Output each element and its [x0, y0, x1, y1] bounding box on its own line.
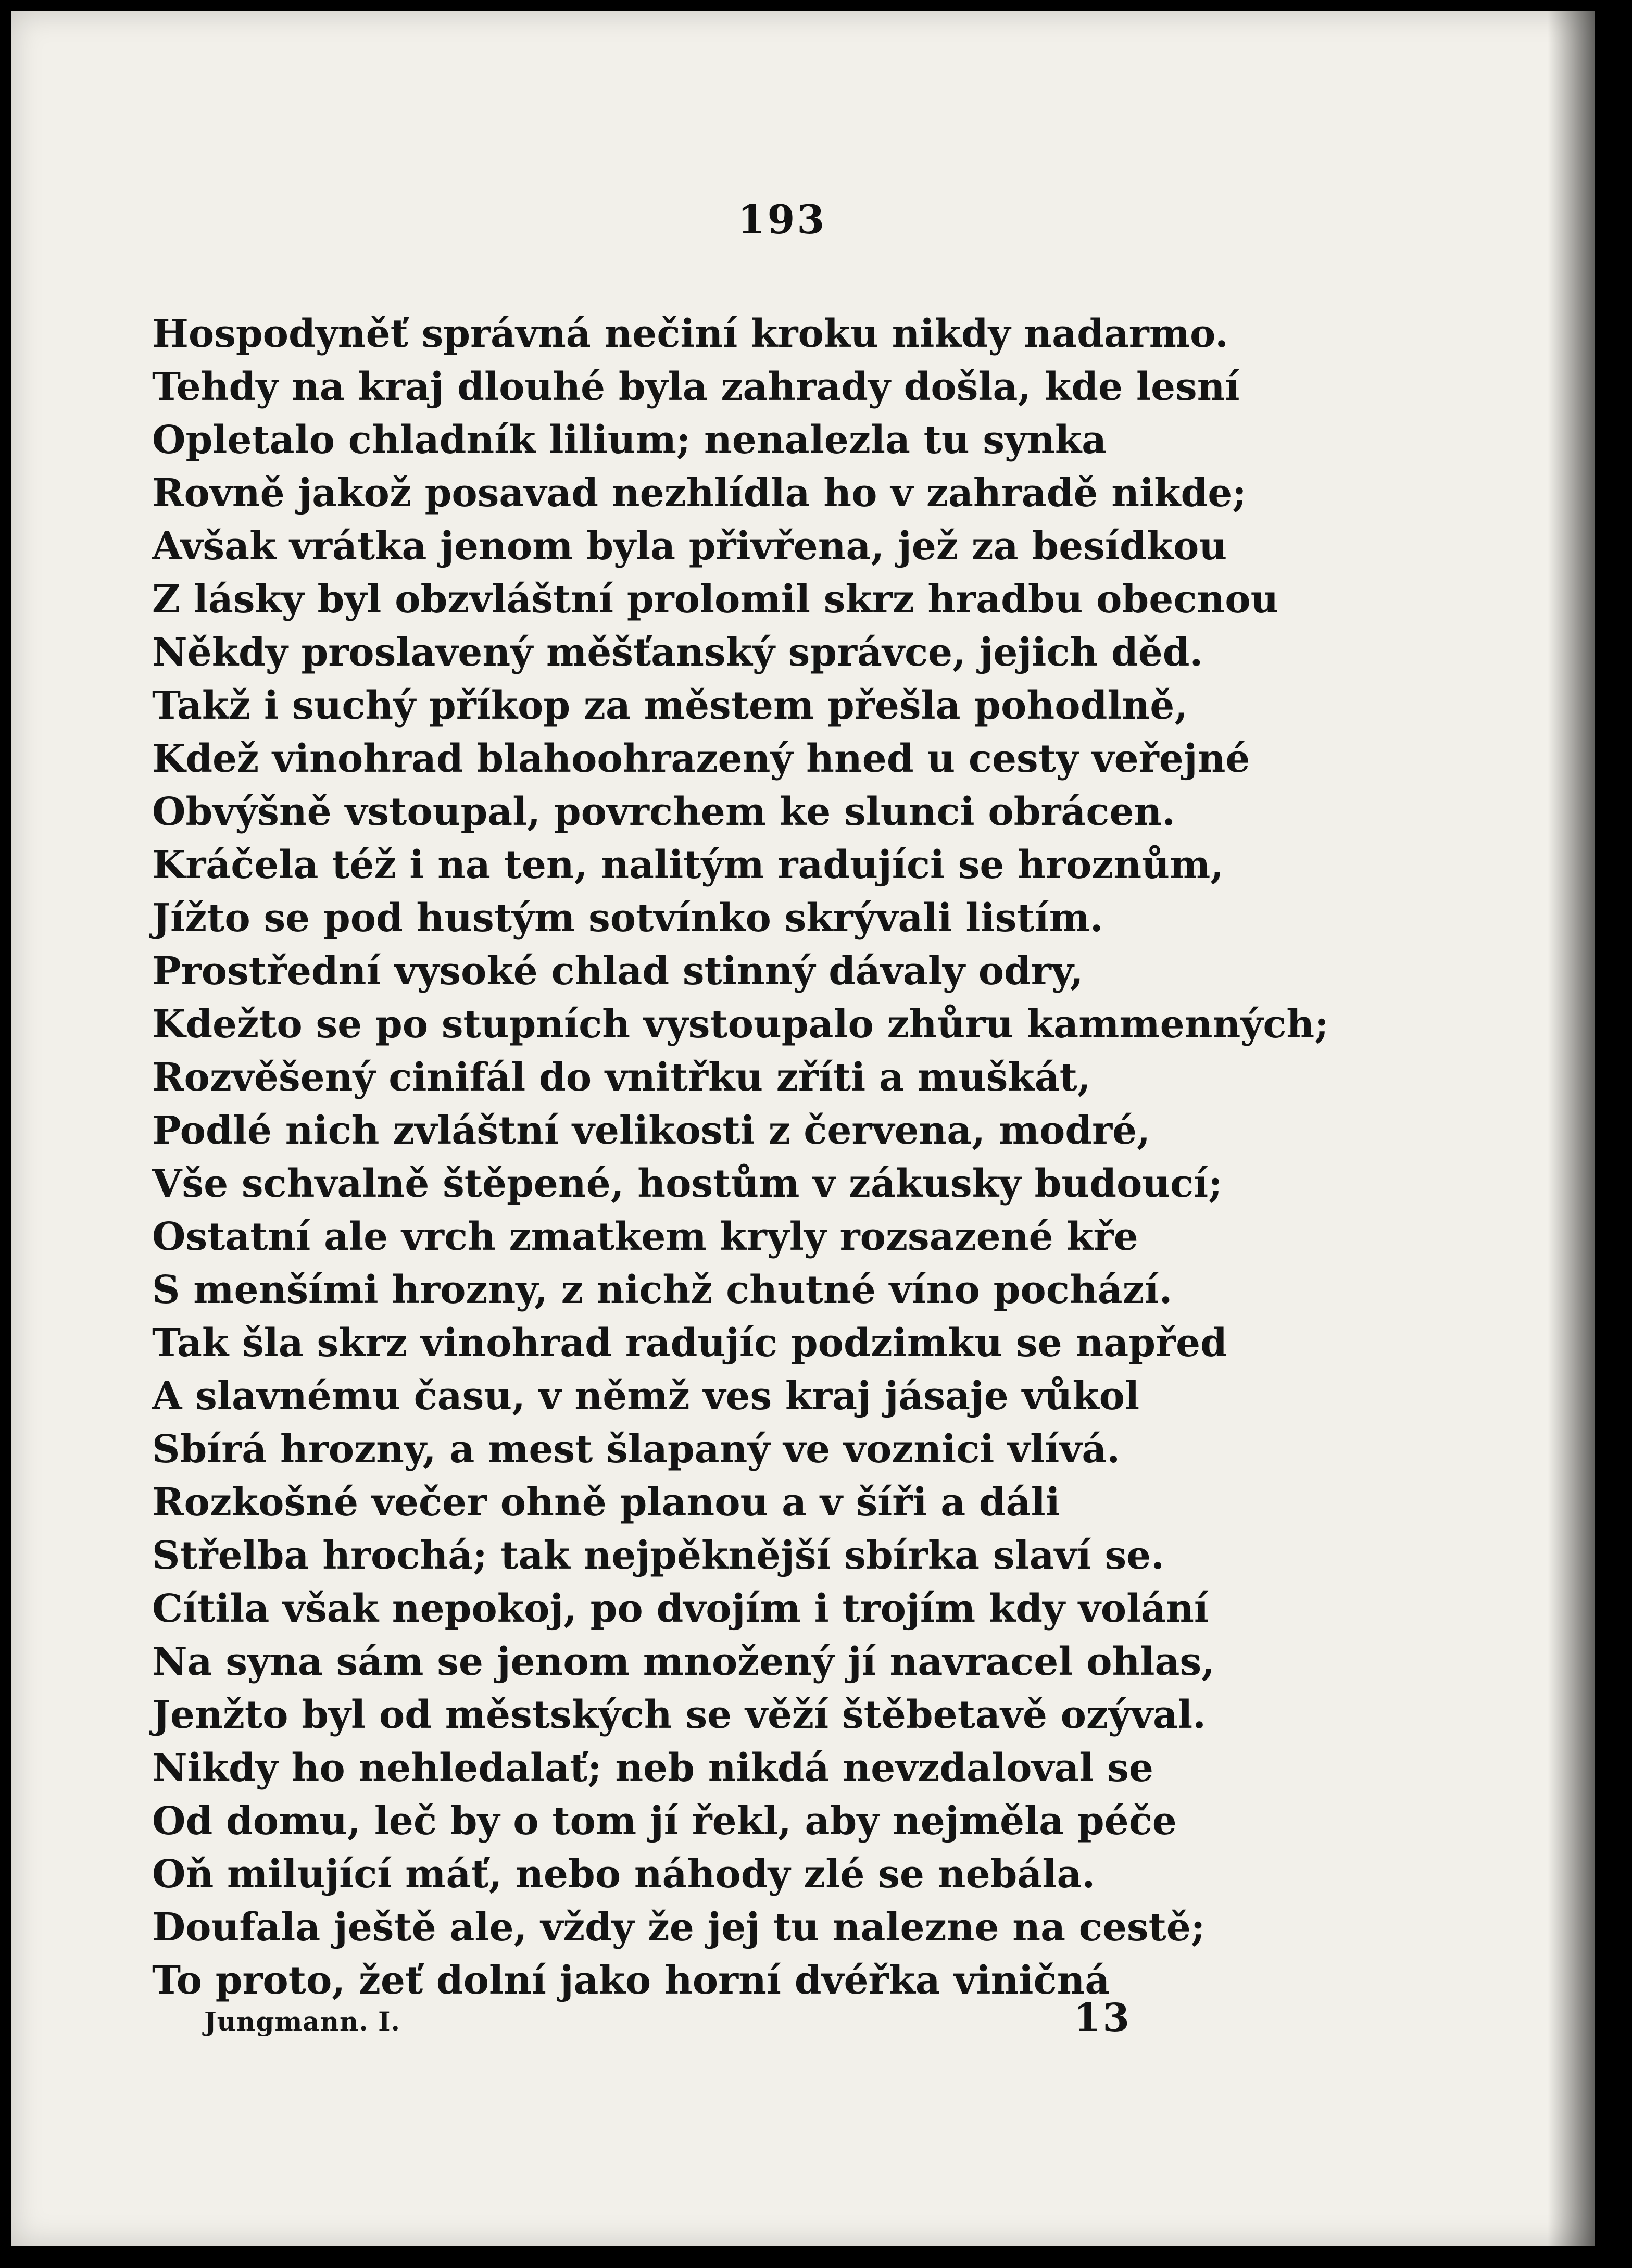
poem-line: Kdežto se po stupních vystoupalo zhůru kammenných;: [152, 1002, 1329, 1047]
poem-line: Opletalo chladník lilium; nenalezla tu synka: [152, 418, 1107, 462]
poem-line: Kdež vinohrad blahoohrazený hned u cesty veřejné: [152, 736, 1250, 781]
spine-shadow: [1548, 11, 1595, 2246]
poem-line: Hospodyněť správná nečiní kroku nikdy nadarmo.: [152, 311, 1228, 356]
footer-signature-number: 13: [1074, 1996, 1132, 2040]
poem-line: Tehdy na kraj dlouhé byla zahrady došla, kde lesní: [152, 365, 1240, 409]
poem-line: Tak šla skrz vinohrad radujíc podzimku se napřed: [152, 1321, 1227, 1365]
poem-line: To proto, žeť dolní jako horní dvéřka viničná: [152, 1958, 1110, 2003]
poem-line: Rozvěšený cinifál do vnitřku zříti a muškát,: [152, 1055, 1091, 1100]
poem-line: S menšími hrozny, z nichž chutné víno pochází.: [152, 1268, 1173, 1312]
poem-line: Jížto se pod hustým sotvínko skrývali listím.: [152, 896, 1103, 941]
poem-line: Doufala ještě ale, vždy že jej tu nalezne na cestě;: [152, 1905, 1206, 1950]
poem-line: Avšak vrátka jenom byla přivřena, jež za besídkou: [152, 524, 1227, 569]
poem-line: Někdy proslavený měšťanský správce, jejich děd.: [152, 630, 1203, 675]
poem-line: Sbírá hrozny, a mest šlapaný ve voznici vlívá.: [152, 1427, 1121, 1472]
poem-line: Ostatní ale vrch zmatkem kryly rozsazené kře: [152, 1214, 1138, 1259]
poem-line: Od domu, leč by o tom jí řekl, aby nejměla péče: [152, 1799, 1177, 1844]
footer-signature: Jungmann. I.: [204, 2006, 400, 2037]
page-number: 193: [737, 196, 827, 243]
poem-line: Jenžto byl od městských se věží štěbetavě ozýval.: [152, 1693, 1206, 1737]
poem-line: Střelba hrochá; tak nejpěknější sbírka slaví se.: [152, 1533, 1164, 1578]
poem-line: Kráčela též i na ten, nalitým radujíci se hroznům,: [152, 843, 1224, 887]
poem-line: Rovně jakož posavad nezhlídla ho v zahradě nikde;: [152, 471, 1247, 516]
poem-line: Na syna sám se jenom množený jí navracel ohlas,: [152, 1639, 1215, 1684]
poem-line: Z lásky byl obzvláštní prolomil skrz hradbu obecnou: [152, 577, 1279, 622]
poem-line: Vše schvalně štěpené, hostům v zákusky budoucí;: [152, 1161, 1223, 1206]
poem-line: Prostřední vysoké chlad stinný dávaly odry,: [152, 949, 1084, 994]
poem-line: Oň milující máť, nebo náhody zlé se nebála.: [152, 1852, 1096, 1897]
poem-line: Rozkošné večer ohně planou a v šíři a dáli: [152, 1480, 1060, 1525]
poem-line: Obvýšně vstoupal, povrchem ke slunci obrácen.: [152, 790, 1176, 834]
poem-line: Podlé nich zvláštní velikosti z červena, modré,: [152, 1108, 1150, 1153]
poem-line: Cítila však nepokoj, po dvojím i trojím kdy volání: [152, 1586, 1209, 1631]
poem-text: [152, 307, 1329, 2007]
book-page: [11, 11, 1595, 2246]
poem-line: Nikdy ho nehledalať; neb nikdá nevzdaloval se: [152, 1746, 1153, 1790]
poem-line: A slavnému času, v němž ves kraj jásaje vůkol: [152, 1374, 1140, 1419]
poem-line: Takž i suchý příkop za městem přešla pohodlně,: [152, 683, 1188, 728]
